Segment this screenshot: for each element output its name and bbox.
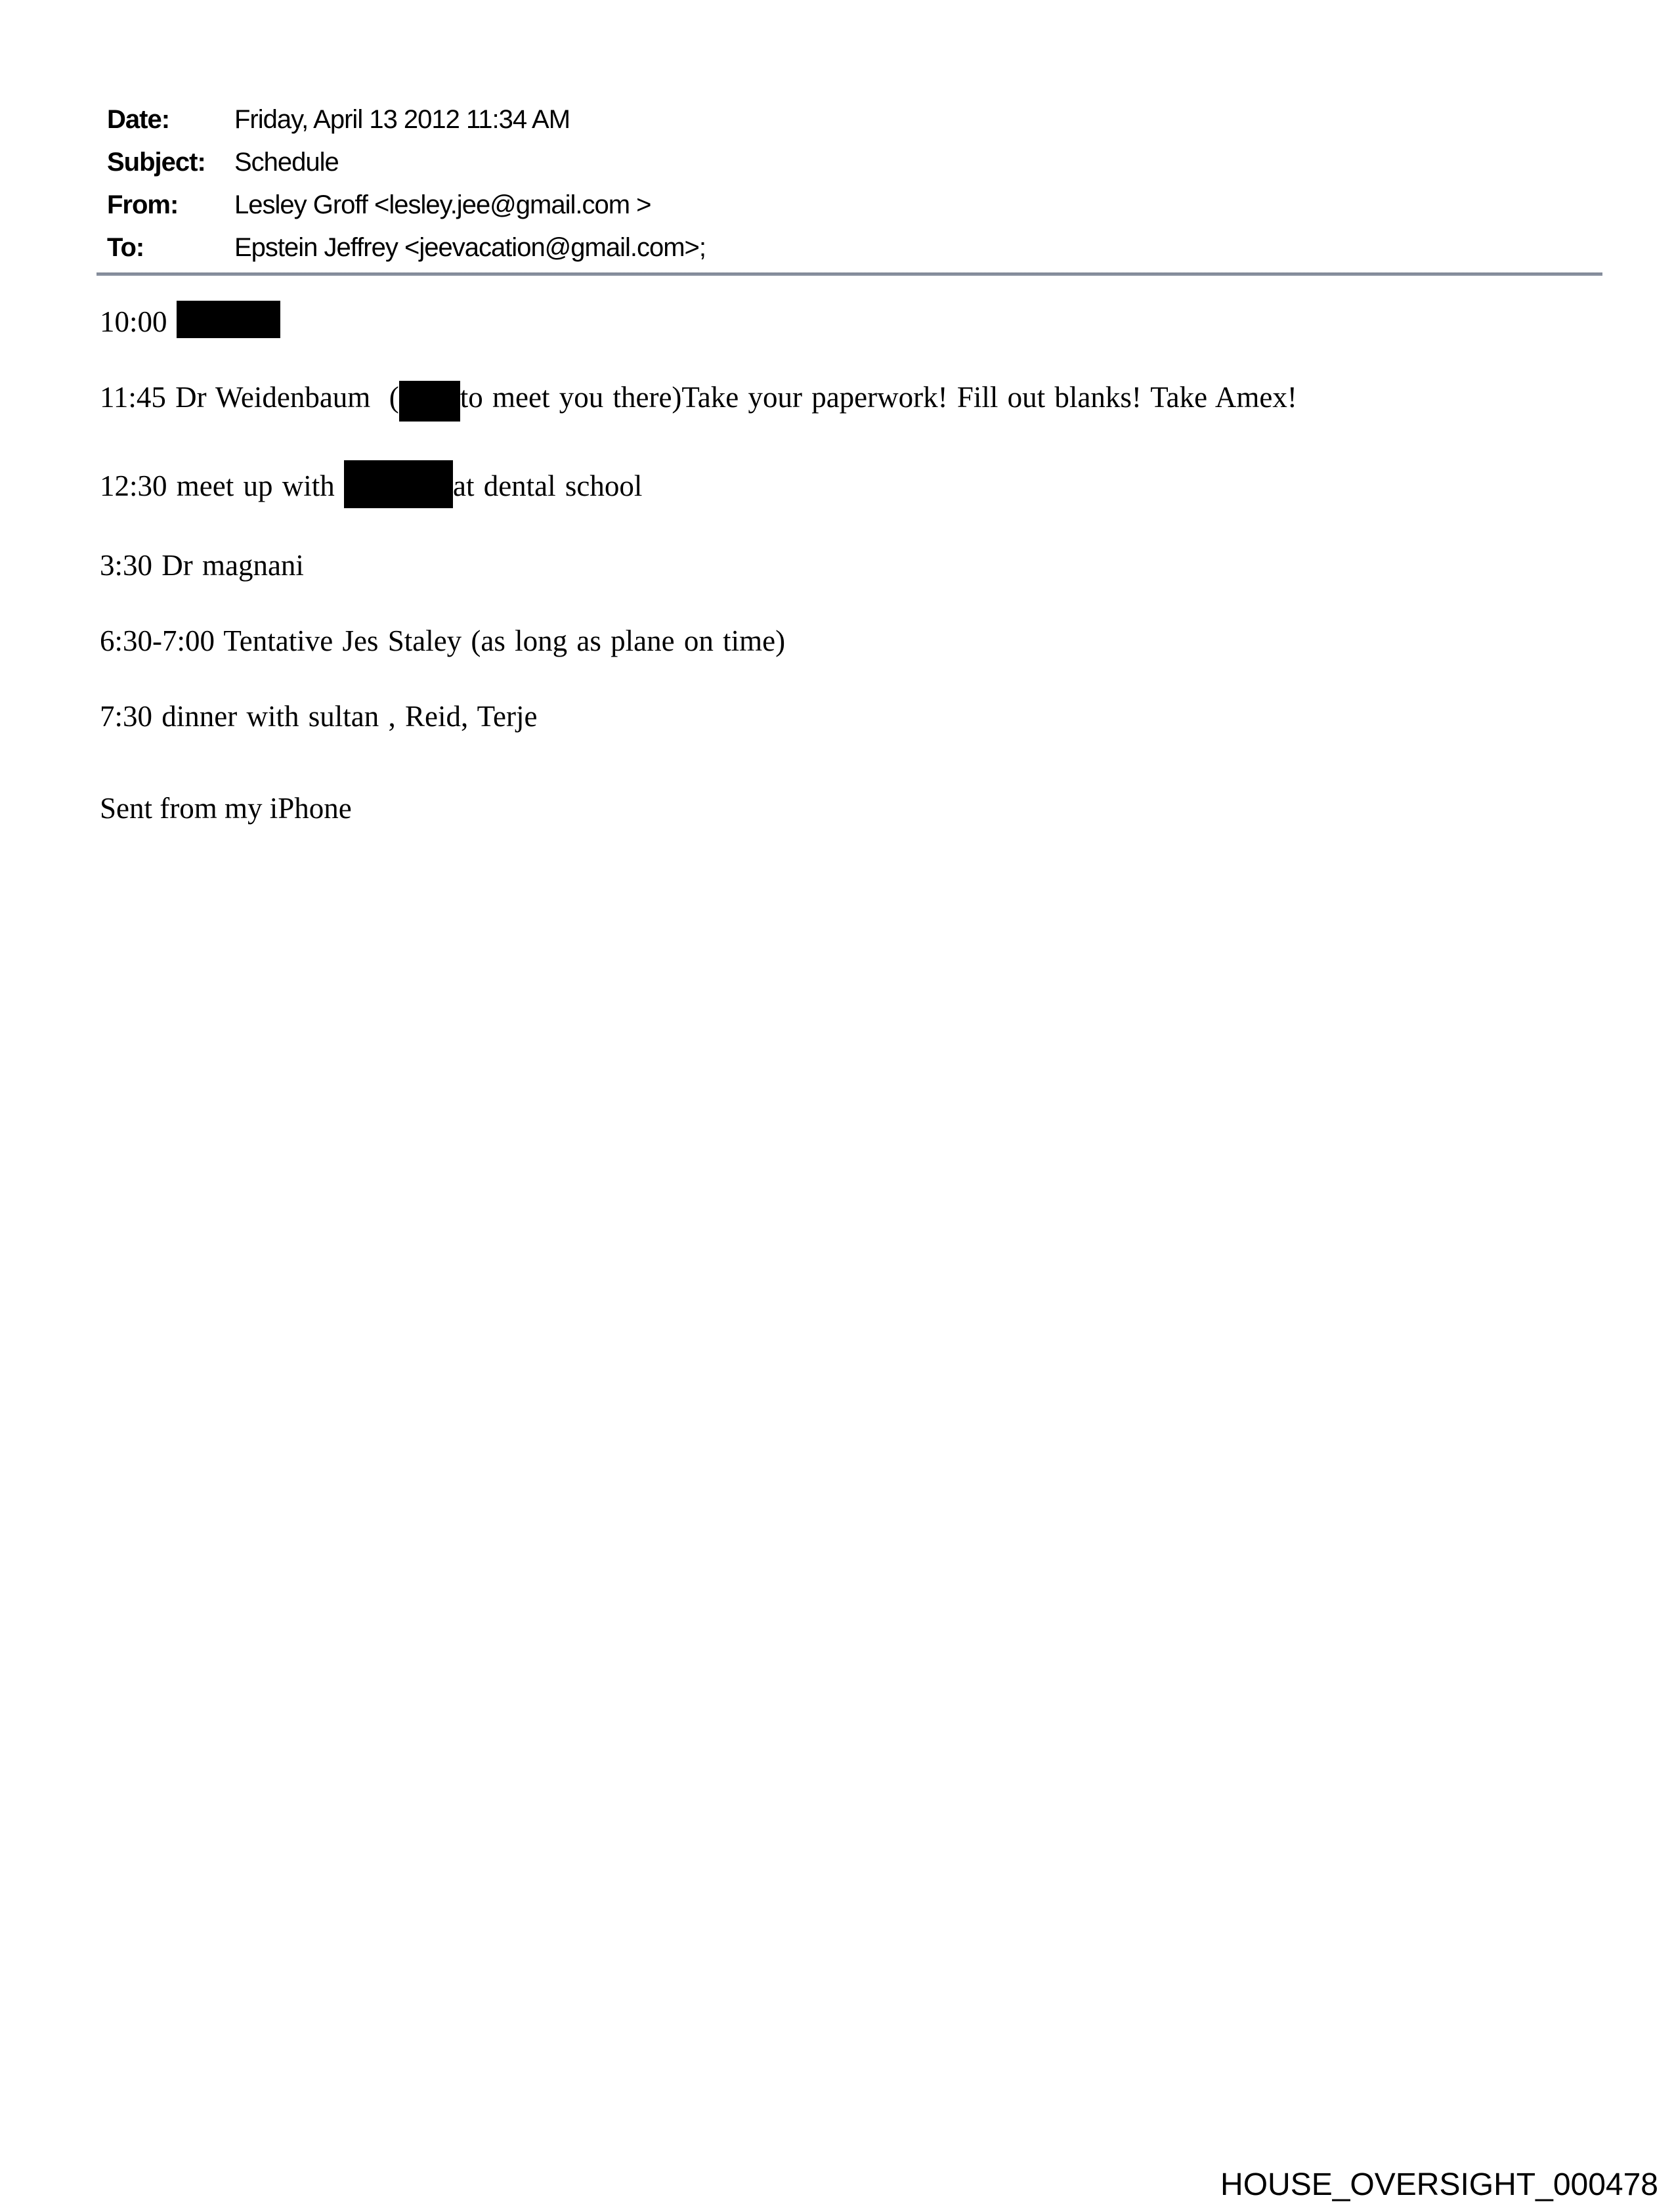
schedule-line	[100, 622, 1623, 659]
redaction-box	[344, 460, 453, 508]
header-row	[107, 105, 706, 148]
schedule-line	[100, 301, 1623, 340]
schedule-line	[100, 547, 1623, 584]
schedule-line-text: 11:45 Dr Weidenbaum (	[100, 381, 399, 414]
signature-text: Sent from my iPhone	[100, 792, 352, 825]
schedule-line-text: 7:30 dinner with sultan , Reid, Terje	[100, 700, 538, 733]
schedule-line-text: 6:30-7:00 Tentative Jes Staley (as long as plane on time)	[100, 624, 786, 657]
header-field-label: Subject:	[107, 148, 205, 177]
header-field-value: Friday, April 13 2012 11:34 AM	[234, 105, 570, 134]
schedule-line	[100, 698, 1623, 735]
header-row	[107, 190, 706, 233]
schedule-line-text: at dental school	[452, 469, 643, 502]
schedule-line-text: 3:30 Dr magnani	[100, 549, 304, 582]
email-header	[107, 105, 706, 276]
schedule-line	[100, 379, 1623, 422]
bates-number: HOUSE_OVERSIGHT_000478	[1220, 2167, 1658, 2202]
header-field-value: Lesley Groff <lesley.jee@gmail.com >	[234, 190, 651, 219]
header-field-label: From:	[107, 190, 179, 219]
schedule-line-text: to meet you there)Take your paperwork! Fill out blanks! Take Amex!	[460, 381, 1297, 414]
header-row	[107, 148, 706, 190]
header-divider	[97, 272, 1602, 276]
redaction-box	[399, 381, 460, 422]
redaction-box	[177, 301, 280, 338]
schedule-line-text: 10:00	[100, 305, 177, 338]
header-field-value: Epstein Jeffrey <jeevacation@gmail.com>;	[234, 233, 706, 262]
header-row	[107, 233, 706, 276]
schedule-line	[100, 460, 1623, 508]
header-field-value: Schedule	[234, 148, 339, 177]
header-field-label: To:	[107, 233, 144, 262]
email-body	[100, 301, 1623, 773]
schedule-line-text: 12:30 meet up with	[100, 469, 344, 502]
header-field-label: Date:	[107, 105, 170, 134]
